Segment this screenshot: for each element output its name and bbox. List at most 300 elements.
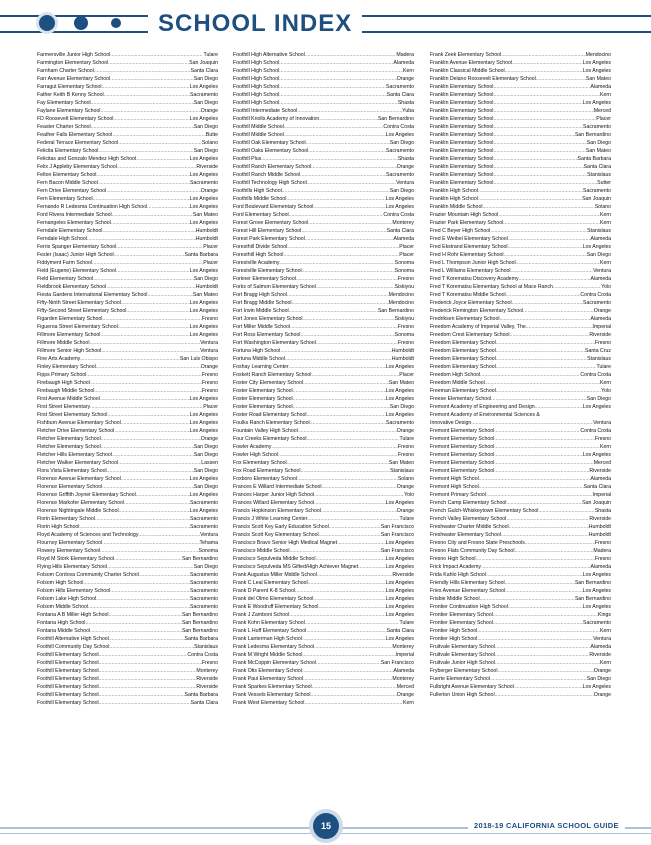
index-entry [37, 419, 218, 427]
index-entry [430, 563, 611, 571]
leader-dots [308, 219, 392, 227]
index-entry [430, 187, 611, 195]
school-name: Fontana Middle School [37, 628, 91, 634]
school-name: Field (Eugene) Elementary School [37, 268, 117, 274]
leader-dots [493, 611, 598, 619]
leader-dots [495, 691, 594, 699]
county-name: San Joaquin [582, 500, 611, 506]
index-entry [430, 171, 611, 179]
index-entry [37, 467, 218, 475]
leader-dots [305, 51, 397, 59]
county-name: Santa Barbara [184, 636, 218, 642]
leader-dots [112, 211, 193, 219]
county-name: Los Angeles [189, 156, 218, 162]
index-entry [233, 563, 414, 571]
county-name: Monterey [392, 676, 414, 682]
index-entry [233, 443, 414, 451]
guide-title: 2018-19 CALIFORNIA SCHOOL GUIDE [474, 821, 619, 830]
county-name: Tulare [596, 364, 611, 370]
leader-dots [302, 635, 386, 643]
school-name: Feather Falls Elementary School [37, 132, 113, 138]
school-name: Forest Park Elementary School [233, 236, 305, 242]
school-name: Fountain Valley High School [233, 428, 298, 434]
leader-dots [292, 299, 389, 307]
school-name: Francis Hopkinson Elementary School [233, 508, 321, 514]
school-name: Freedom Elementary School [430, 356, 496, 362]
index-entry [430, 363, 611, 371]
index-entry [233, 75, 414, 83]
school-name: Fort Jones Elementary School [233, 316, 303, 322]
school-name: Fay Elementary School [37, 100, 91, 106]
leader-dots [101, 443, 194, 451]
county-name: Santa Clara [583, 164, 611, 170]
leader-dots [107, 467, 194, 475]
index-entry [233, 267, 414, 275]
leader-dots [499, 315, 590, 323]
leader-dots [478, 187, 583, 195]
county-name: Los Angeles [189, 172, 218, 178]
leader-dots [116, 243, 203, 251]
school-name: Fremont Elementary School [430, 444, 495, 450]
school-name: Fernangeles Elementary School [37, 220, 111, 226]
school-name: Freshwater Charter Middle School [430, 524, 509, 530]
leader-dots [478, 195, 582, 203]
index-entry [430, 395, 611, 403]
index-entry [233, 387, 414, 395]
county-name: Mendocino [388, 300, 414, 306]
school-name: Franklin Elementary School [430, 148, 494, 154]
county-name: Tulare [203, 52, 218, 58]
school-name: Foothill Plus [233, 156, 262, 162]
index-entry [233, 259, 414, 267]
county-name: Ventura [396, 180, 414, 186]
county-name: Sacramento [190, 524, 218, 530]
leader-dots [496, 387, 601, 395]
county-name: Los Angeles [582, 604, 611, 610]
school-name: Frank Lanterman High School [233, 636, 302, 642]
index-entry [233, 467, 414, 475]
school-name: Frank Vessels Elementary School [233, 692, 311, 698]
county-name: Fresno [397, 276, 414, 282]
leader-dots [109, 635, 185, 643]
school-name: Fullerton Union High School [430, 692, 495, 698]
index-entry [430, 675, 611, 683]
county-name: San Diego [193, 452, 218, 458]
index-entry [430, 379, 611, 387]
school-name: Fletcher Hills Elementary School [37, 452, 112, 458]
school-name: Frank Augustus Miller Middle School [233, 572, 317, 578]
school-name: Fred T Korematsu Discovery Academy [430, 276, 519, 282]
county-name: Orange [200, 364, 218, 370]
school-name: Fox Elementary School [233, 460, 287, 466]
county-name: Siskiyou [394, 284, 414, 290]
index-entry [37, 355, 218, 363]
leader-dots [80, 355, 180, 363]
county-name: Madera [593, 548, 611, 554]
county-name: Humboldt [588, 524, 611, 530]
county-name: Los Angeles [385, 396, 414, 402]
school-name: Foothill High Alternative School [233, 52, 305, 58]
leader-dots [307, 435, 400, 443]
county-name: Los Angeles [385, 564, 414, 570]
school-name: Freedom Elementary School [430, 340, 496, 346]
county-name: Fresno [201, 388, 218, 394]
leader-dots [486, 571, 583, 579]
leader-dots [93, 275, 194, 283]
index-entry [233, 515, 414, 523]
index-entry [430, 467, 611, 475]
leader-dots [90, 379, 202, 387]
index-entry [233, 643, 414, 651]
county-name: Contra Costa [383, 124, 414, 130]
index-entry [233, 499, 414, 507]
school-name: Fort Ross Elementary School [233, 332, 301, 338]
leader-dots [493, 115, 596, 123]
index-entry [37, 683, 218, 691]
index-entry [430, 659, 611, 667]
leader-dots [508, 243, 583, 251]
county-name: Yolo [601, 388, 611, 394]
county-name: Stanislaus [587, 172, 611, 178]
index-entry [430, 355, 611, 363]
school-name: Franklin High School [430, 196, 478, 202]
index-column-1 [37, 51, 218, 707]
school-name: Francisco Sepulveda MS Gifted/High Achiever Magnet [233, 564, 359, 570]
index-entry [37, 163, 218, 171]
county-name: San Diego [193, 76, 218, 82]
school-name: Franklin Elementary School [430, 124, 494, 130]
index-entry [37, 131, 218, 139]
leader-dots [305, 235, 394, 243]
index-entry [430, 611, 611, 619]
leader-dots [493, 179, 597, 187]
school-name: Foothill High School [233, 84, 280, 90]
school-name: Ford Rivera Intermediate School [37, 212, 112, 218]
index-entry [430, 315, 611, 323]
index-entry [430, 59, 611, 67]
index-entry [233, 475, 414, 483]
county-name: San Bernardino [181, 612, 218, 618]
county-name: Orange [396, 428, 414, 434]
school-name: Foothills Middle School [233, 196, 287, 202]
school-name: Foothill Ranch Middle School [233, 172, 301, 178]
school-name: Frank Ledesma Elementary School [233, 644, 315, 650]
leader-dots [312, 683, 397, 691]
index-entry [430, 427, 611, 435]
county-name: Sacramento [190, 596, 218, 602]
index-entry [37, 267, 218, 275]
county-name: Kern [403, 68, 414, 74]
index-entry [233, 491, 414, 499]
index-entry [233, 539, 414, 547]
leader-dots [504, 251, 587, 259]
county-name: Sacramento [190, 572, 218, 578]
county-name: San Francisco [380, 660, 414, 666]
county-name: Kern [600, 628, 611, 634]
county-name: Imperial [592, 324, 611, 330]
index-entry [430, 443, 611, 451]
county-name: Solano [397, 476, 414, 482]
school-name: Florence Nightingale Middle School [37, 508, 119, 514]
county-name: Kern [600, 92, 611, 98]
county-name: Los Angeles [582, 588, 611, 594]
index-entry [37, 339, 218, 347]
county-name: Sutter [597, 180, 611, 186]
county-name: Lassen [201, 460, 218, 466]
leader-dots [279, 83, 386, 91]
index-entry [233, 459, 414, 467]
index-entry [233, 83, 414, 91]
index-entry [37, 115, 218, 123]
index-entry [37, 371, 218, 379]
index-entry [37, 651, 218, 659]
county-name: Fresno [594, 340, 611, 346]
index-entry [233, 571, 414, 579]
index-entry [233, 395, 414, 403]
index-entry [233, 211, 414, 219]
leader-dots [147, 291, 192, 299]
school-name: Frank J Zamboni School [233, 612, 290, 618]
leader-dots [100, 547, 199, 555]
index-entry [233, 619, 414, 627]
leader-dots [516, 259, 600, 267]
county-name: Los Angeles [189, 116, 218, 122]
leader-dots [109, 611, 182, 619]
index-entry [233, 587, 414, 595]
index-entry [37, 211, 218, 219]
index-entry [37, 603, 218, 611]
county-name: Placer [399, 372, 414, 378]
school-name: Foothill Intermediate School [233, 108, 298, 114]
county-name: San Joaquin [189, 60, 218, 66]
county-name: San Joaquin [582, 196, 611, 202]
school-name: Foothill Elementary School [37, 700, 99, 706]
county-name: Orange [593, 308, 611, 314]
county-name: Los Angeles [385, 556, 414, 562]
leader-dots [295, 587, 386, 595]
leader-dots [279, 259, 394, 267]
county-name: Stanislaus [194, 644, 218, 650]
school-name: Frick Impact Academy [430, 564, 482, 570]
county-name: Santa Clara [190, 68, 218, 74]
county-name: San Bernardino [181, 620, 218, 626]
county-name: Sacramento [386, 172, 414, 178]
leader-dots [85, 619, 181, 627]
county-name: Sacramento [190, 516, 218, 522]
county-name: Orange [396, 508, 414, 514]
leader-dots [282, 187, 390, 195]
index-entry [430, 347, 611, 355]
school-name: Francis Scott Key Elementary School [233, 532, 319, 538]
index-entry [37, 571, 218, 579]
leader-dots [113, 115, 189, 123]
school-name: Franklin Classical Middle School [430, 68, 505, 74]
county-name: Solano [594, 204, 611, 210]
county-name: San Bernardino [574, 132, 611, 138]
leader-dots [297, 107, 402, 115]
county-name: Monterey [392, 220, 414, 226]
index-entry [233, 483, 414, 491]
school-name: Fremont Academy of Engineering and Design [430, 404, 535, 410]
county-name: Merced [396, 684, 414, 690]
county-name: Los Angeles [189, 196, 218, 202]
index-entry [233, 275, 414, 283]
county-name: San Mateo [388, 460, 414, 466]
leader-dots [99, 675, 197, 683]
county-name: Tulare [399, 436, 414, 442]
index-entry [233, 91, 414, 99]
school-name: Foulks Ranch Elementary School [233, 420, 310, 426]
leader-dots [512, 59, 583, 67]
county-name: San Bernardino [574, 596, 611, 602]
index-entry [233, 283, 414, 291]
county-name: Los Angeles [385, 364, 414, 370]
school-name: Foresthill Divide School [233, 244, 288, 250]
county-name: San Diego [193, 444, 218, 450]
school-name: Foskett Ranch Elementary School [233, 372, 312, 378]
leader-dots [279, 67, 403, 75]
index-entry [430, 83, 611, 91]
index-entry [430, 267, 611, 275]
index-entry [430, 227, 611, 235]
leader-dots [283, 251, 399, 259]
decorative-dot-large [36, 12, 58, 34]
index-entry [233, 347, 414, 355]
county-name: Humboldt [195, 284, 218, 290]
county-name: Kern [600, 260, 611, 266]
leader-dots [290, 323, 398, 331]
school-name: Felix J Appleby Elementary School [37, 164, 117, 170]
county-name: Alameda [590, 276, 611, 282]
school-name: Frank E Woodruff Elementary School [233, 604, 319, 610]
county-name: Los Angeles [582, 68, 611, 74]
county-name: Santa Barbara [577, 156, 611, 162]
index-entry [430, 387, 611, 395]
leader-dots [110, 587, 190, 595]
school-name: Frances Willard Elementary School [233, 500, 315, 506]
leader-dots [100, 107, 200, 115]
leader-dots [535, 403, 583, 411]
county-name: Sacramento [583, 620, 611, 626]
school-name: Fern Drive Elementary School [37, 188, 107, 194]
index-column-3 [430, 51, 611, 699]
page-title: SCHOOL INDEX [158, 10, 353, 37]
index-entry [233, 603, 414, 611]
school-name: Freedom Middle School [430, 380, 485, 386]
leader-dots [481, 563, 590, 571]
school-name: Folsom High School [37, 580, 84, 586]
index-entry [37, 483, 218, 491]
county-name: Merced [593, 460, 611, 466]
index-entry [430, 163, 611, 171]
index-entry [233, 299, 414, 307]
county-name: San Diego [193, 124, 218, 130]
index-entry [233, 595, 414, 603]
school-name: French Valley Elementary School [430, 516, 507, 522]
county-name: Alameda [590, 564, 611, 570]
county-name: Humboldt [195, 236, 218, 242]
index-entry [37, 491, 218, 499]
school-name: Folsom Lake High School [37, 596, 97, 602]
school-name: Frank M Wright Middle School [233, 652, 303, 658]
index-entry [37, 443, 218, 451]
index-entry [37, 531, 218, 539]
leader-dots [112, 131, 206, 139]
index-entry [430, 411, 611, 427]
leader-dots [314, 499, 386, 507]
leader-dots [308, 147, 386, 155]
index-entry [233, 243, 414, 251]
index-entry [37, 243, 218, 251]
index-entry [233, 107, 414, 115]
school-name: Fremont Elementary School [430, 468, 495, 474]
leader-dots [493, 147, 585, 155]
county-name: Tulare [399, 620, 414, 626]
school-name: Fresno City and Fresno State Preschools [430, 540, 525, 546]
school-name: French Gulch-Whiskeytown Elementary School [430, 508, 539, 514]
county-name: Los Angeles [189, 420, 218, 426]
leader-dots [317, 571, 392, 579]
leader-dots [322, 483, 397, 491]
county-name: Fresno [201, 316, 218, 322]
county-name: Los Angeles [189, 476, 218, 482]
index-entry [37, 587, 218, 595]
county-name: Santa Clara [583, 484, 611, 490]
index-entry [233, 531, 414, 539]
leader-dots [98, 147, 193, 155]
school-name: Forest Hill Elementary School [233, 228, 302, 234]
index-entry [430, 331, 611, 339]
school-name: Foothills High School [233, 188, 282, 194]
leader-dots [101, 347, 200, 355]
leader-dots [86, 371, 202, 379]
county-name: Stanislaus [587, 228, 611, 234]
school-name: Frederick Joyce Elementary School [430, 300, 512, 306]
school-name: Ford Boulevard Elementary School [233, 204, 314, 210]
school-name: Fred C Beyer High School [430, 228, 491, 234]
index-entry [37, 275, 218, 283]
index-entry [233, 523, 414, 531]
school-name: Foothill Elementary School [37, 660, 99, 666]
leader-dots [279, 59, 393, 67]
index-entry [37, 51, 218, 59]
school-name: Frances E Willard Intermediate School [233, 484, 322, 490]
school-name: Foxboro Elementary School [233, 476, 298, 482]
index-entry [37, 363, 218, 371]
school-name: First Street Elementary School [37, 412, 108, 418]
school-name: Fowler Academy [233, 444, 272, 450]
school-name: Franklin Elementary School [430, 132, 494, 138]
leader-dots [87, 235, 196, 243]
school-name: Foothill Alternative High School [37, 636, 109, 642]
county-name: Shasta [397, 156, 414, 162]
school-name: Faylane Elementary School [37, 108, 101, 114]
school-name: Felicita Elementary School [37, 148, 99, 154]
county-name: Ventura [200, 348, 218, 354]
leader-dots [101, 435, 201, 443]
leader-dots [88, 603, 190, 611]
index-entry [430, 75, 611, 83]
index-entry [233, 659, 414, 667]
index-entry [233, 635, 414, 643]
leader-dots [302, 267, 395, 275]
leader-dots [293, 403, 390, 411]
county-name: Contra Costa [187, 652, 218, 658]
school-name: First Street Elementary [37, 404, 91, 410]
school-name: Fishburn Avenue Elementary School [37, 420, 121, 426]
school-name: Foothill Oaks Elementary School [233, 148, 309, 154]
county-name: San Diego [193, 484, 218, 490]
